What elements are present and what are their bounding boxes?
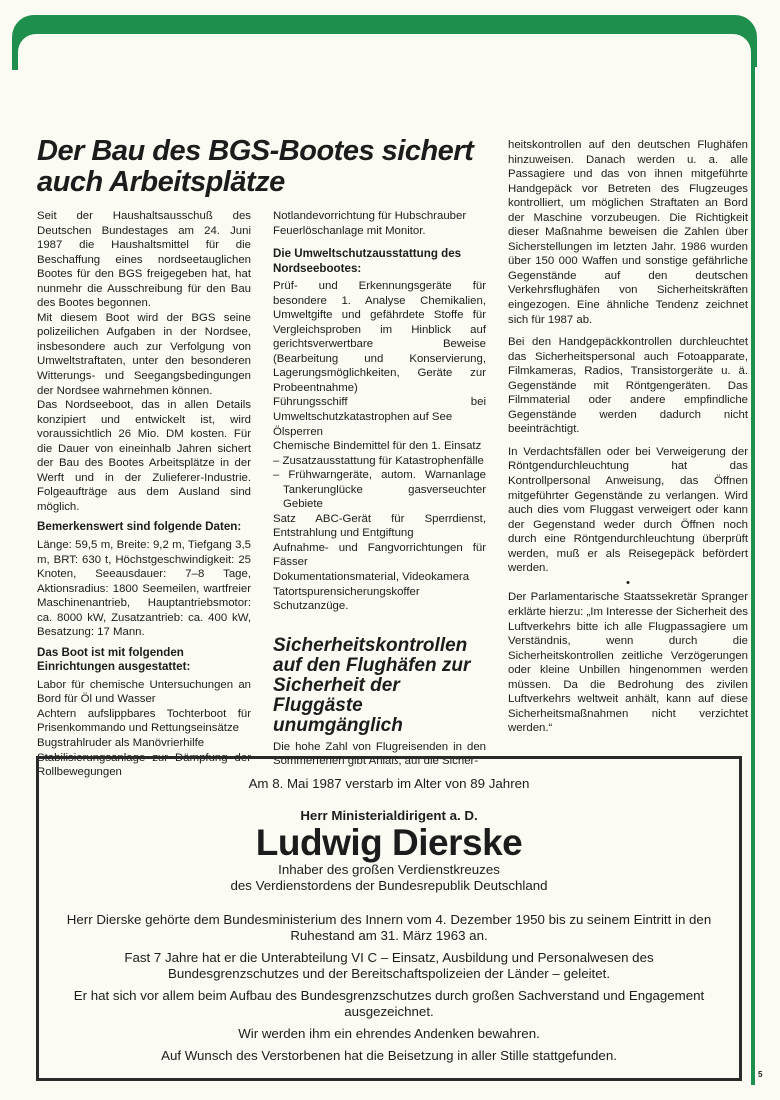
list-item: Aufnahme- und Fangvorrichtungen für Fässer — [273, 541, 486, 569]
column-3 — [508, 138, 748, 736]
obituary-text: Fast 7 Jahre hat er die Unterabteilung VI C – Einsatz, Ausbildung und Personalwesen des Bundesgrenzschutzes und der Bereitschaftspolizeien der Länder – geleitet. — [124, 950, 654, 981]
green-frame-right — [751, 50, 755, 1085]
obituary-name: Ludwig Dierske — [255, 822, 523, 863]
obituary-honor: des Verdienstordens der Bundesrepublik Deutschland — [230, 878, 548, 893]
obituary-text: Wir werden ihm ein ehrendes Andenken bewahren. — [238, 1026, 540, 1041]
obituary-rank: Herr Ministerialdirigent a. D. — [300, 808, 478, 823]
list-item: Achtern aufslippbares Tochterboot für Prisenkommando und Rettungseinsätze — [37, 707, 251, 735]
list-item: Schutzanzüge. — [273, 600, 349, 613]
list-item: Bugstrahlruder als Manövrierhilfe — [37, 737, 205, 749]
paragraph: Der Parlamentarische Staatssekretär Spranger erklärte hierzu: „Im Interesse der Sicherheit des Luftverkehrs bitte ich alle Flugpassagiere um Verständnis, wenn durch die Sicherheitskontrollen zeitliche Verzögerungen oder kleine Unbillen hingenommen werden müssen. Da die Bedrohung des zivilen Luftverkehrs weltweit anhält, kann auf diese Sicherheitsmaßnahmen nicht verzichtet werden.“ — [508, 591, 748, 735]
paragraph: Das Nordseeboot, das in allen Details konzipiert und entwickelt ist, wird voraussichtlich 26 Mio. DM kosten. Für die Dauer von eineinhalb Jahren sichert der Bau des Bootes Arbeitsplätze in der Werft und in der Zulieferer-Industrie. Folgeaufträge aus dem Ausland sind möglich. — [37, 399, 251, 513]
frame-inner-mask — [18, 34, 751, 94]
list-item: Führungsschiff bei Umweltschutzkatastrophen auf See — [273, 396, 486, 424]
list-item: Dokumentationsmaterial, Videokamera — [273, 571, 470, 584]
paragraph: Bei den Handgepäckkontrollen durchleuchtet das Sicherheitspersonal auch Fotoapparate, Filmkameras, Radios, Transistorgeräte u. ä. Gegenstände mit Röntgengeräten. Das Filmmaterial oder andere empfindliche Gegenstände werden dadurch nicht beeinträchtigt. — [508, 336, 748, 436]
column-1 — [37, 209, 251, 780]
list-item: Notlandevorrichtung für Hubschrauber — [273, 210, 467, 222]
list-item: – Zusatzausstattung für Katastrophenfälle — [273, 454, 484, 467]
list-item: Ölsperren — [273, 425, 324, 438]
list-item: Chemische Bindemittel für den 1. Einsatz — [273, 440, 482, 453]
separator: • — [626, 576, 630, 589]
page-number: 5 — [758, 1070, 763, 1079]
paragraph: In Verdachtsfällen oder bei Verweigerung der Röntgendurchleuchtung hat das Kontrollpersonal Anweisung, das Öffnen mitgeführter Gegenstände zu verlangen. Wird auch dies vom Fluggast verweigert oder kann der Gegenstand weder durch Öffnen noch durch eine Röntgendurchleuchtung überprüft werden, muß er als Reisegepäck befördert werden. — [508, 445, 748, 575]
obituary-text: Er hat sich vor allem beim Aufbau des Bundesgrenzschutzes durch großen Sachverstand und Engagement ausgezeichnet. — [73, 988, 705, 1019]
green-frame-left — [12, 50, 18, 70]
list-item: Labor für chemische Untersuchungen an Bord für Öl und Wasser — [37, 678, 251, 706]
paragraph: Die hohe Zahl von Flugreisenden in den Sommerferien gibt Anlaß, auf die Sicher- — [273, 740, 486, 768]
paragraph: Mit diesem Boot wird der BGS seine polizeilichen Aufgaben in der Nordsee, insbesondere auch zur Verfolgung von Umweltstraftaten, unter den besonderen Witterungs- und Seegangsbedingungen der Nordsee wahrnehmen können. — [37, 311, 251, 397]
subheading-daten: Bemerkenswert sind folgende Daten: — [37, 520, 242, 534]
list-item: – Frühwarngeräte, autom. Warnanlage Tankerunglücke gasverseuchter Gebiete — [273, 469, 486, 511]
subheading-einrichtungen: Das Boot ist mit folgenden Einrichtungen ausgestattet: — [37, 645, 191, 674]
obituary-text: Auf Wunsch des Verstorbenen hat die Beisetzung in aller Stille stattgefunden. — [161, 1048, 617, 1063]
paragraph: Länge: 59,5 m, Breite: 9,2 m, Tiefgang 3,5 m, BRT: 630 t, Höchstgeschwindigkeit: 25 Knoten, Seeausdauer: 7–8 Tage, Aktionsradius: 1800 Seemeilen, wartfreier Maschinenantrieb, Hauptantriebsmotor: ca. 8000 kW, Zusatzantrieb: ca. 400 kW, Besatzung: 17 Mann. — [37, 538, 251, 639]
column-2 — [273, 209, 486, 769]
paragraph: Seit der Haushaltsausschuß des Deutschen Bundestages am 24. Juni 1987 die Haushaltsmittel für die Beschaffung eines nordseetauglichen Bootes für den BGS freigegeben hat, hat nunmehr die Ausschreibung für den Bau des Bootes begonnen. — [37, 210, 251, 310]
paragraph: heitskontrollen auf den deutschen Flughäfen hinzuweisen. Danach werden u. a. alle Passagiere und das von ihnen mitgeführte Handgepäck vor Betreten des Flugzeuges kontrolliert, um möglichen Straftaten an Bord der Maschine vorzubeugen. Die Richtigkeit dieser Maßnahme beweisen die Zahlen über Sicherstellungen im letzten Jahr. 1986 wurden über 150 000 Waffen und sonstige gefährliche Gegenstände auf den deutschen Verkehrsflughäfen von Sicherheitskräften eingezogen. Eine ähnliche Tendenz zeichnet sich für 1987 ab. — [508, 139, 748, 326]
list-item: Tatortspurensicherungskoffer — [273, 585, 420, 598]
obituary-honor: Inhaber des großen Verdienstkreuzes — [278, 862, 500, 877]
list-item: Stabilisierungsanlage zur Dämpfung der Rollbewegungen — [37, 751, 251, 779]
list-item: Feuerlöschanlage mit Monitor. — [273, 224, 426, 237]
list-item: Prüf- und Erkennungsgeräte für besondere 1. Analyse Chemikalien, Umweltgifte und gefährdete Stoffe für Vergleichsproben im Hinblick auf gerichtsverwertbare Beweise (Bearbeitung und Konservierung, Lagerungsmöglichkeiten, Geräte zur Probeentnahme) — [273, 280, 486, 394]
obituary-intro: Am 8. Mai 1987 verstarb im Alter von 89 Jahren — [248, 776, 530, 791]
obituary-box — [36, 756, 742, 1081]
subheading-umwelt: Die Umweltschutzausstattung des Nordseebootes: — [273, 247, 462, 275]
article-2-title: Sicherheitskontrollen auf den Flughäfen zur Sicherheit der Fluggäste unumgänglich — [273, 634, 471, 736]
article-title: Der Bau des BGS-Bootes sichert auch Arbeitsplätze — [37, 135, 474, 198]
obituary-text: Herr Dierske gehörte dem Bundesministerium des Innern vom 4. Dezember 1950 bis zu seinem Eintritt in den Ruhestand am 31. März 1963 an. — [66, 912, 712, 943]
list-item: Satz ABC-Gerät für Sperrdienst, Entstrahlung und Entgiftung — [273, 512, 486, 540]
